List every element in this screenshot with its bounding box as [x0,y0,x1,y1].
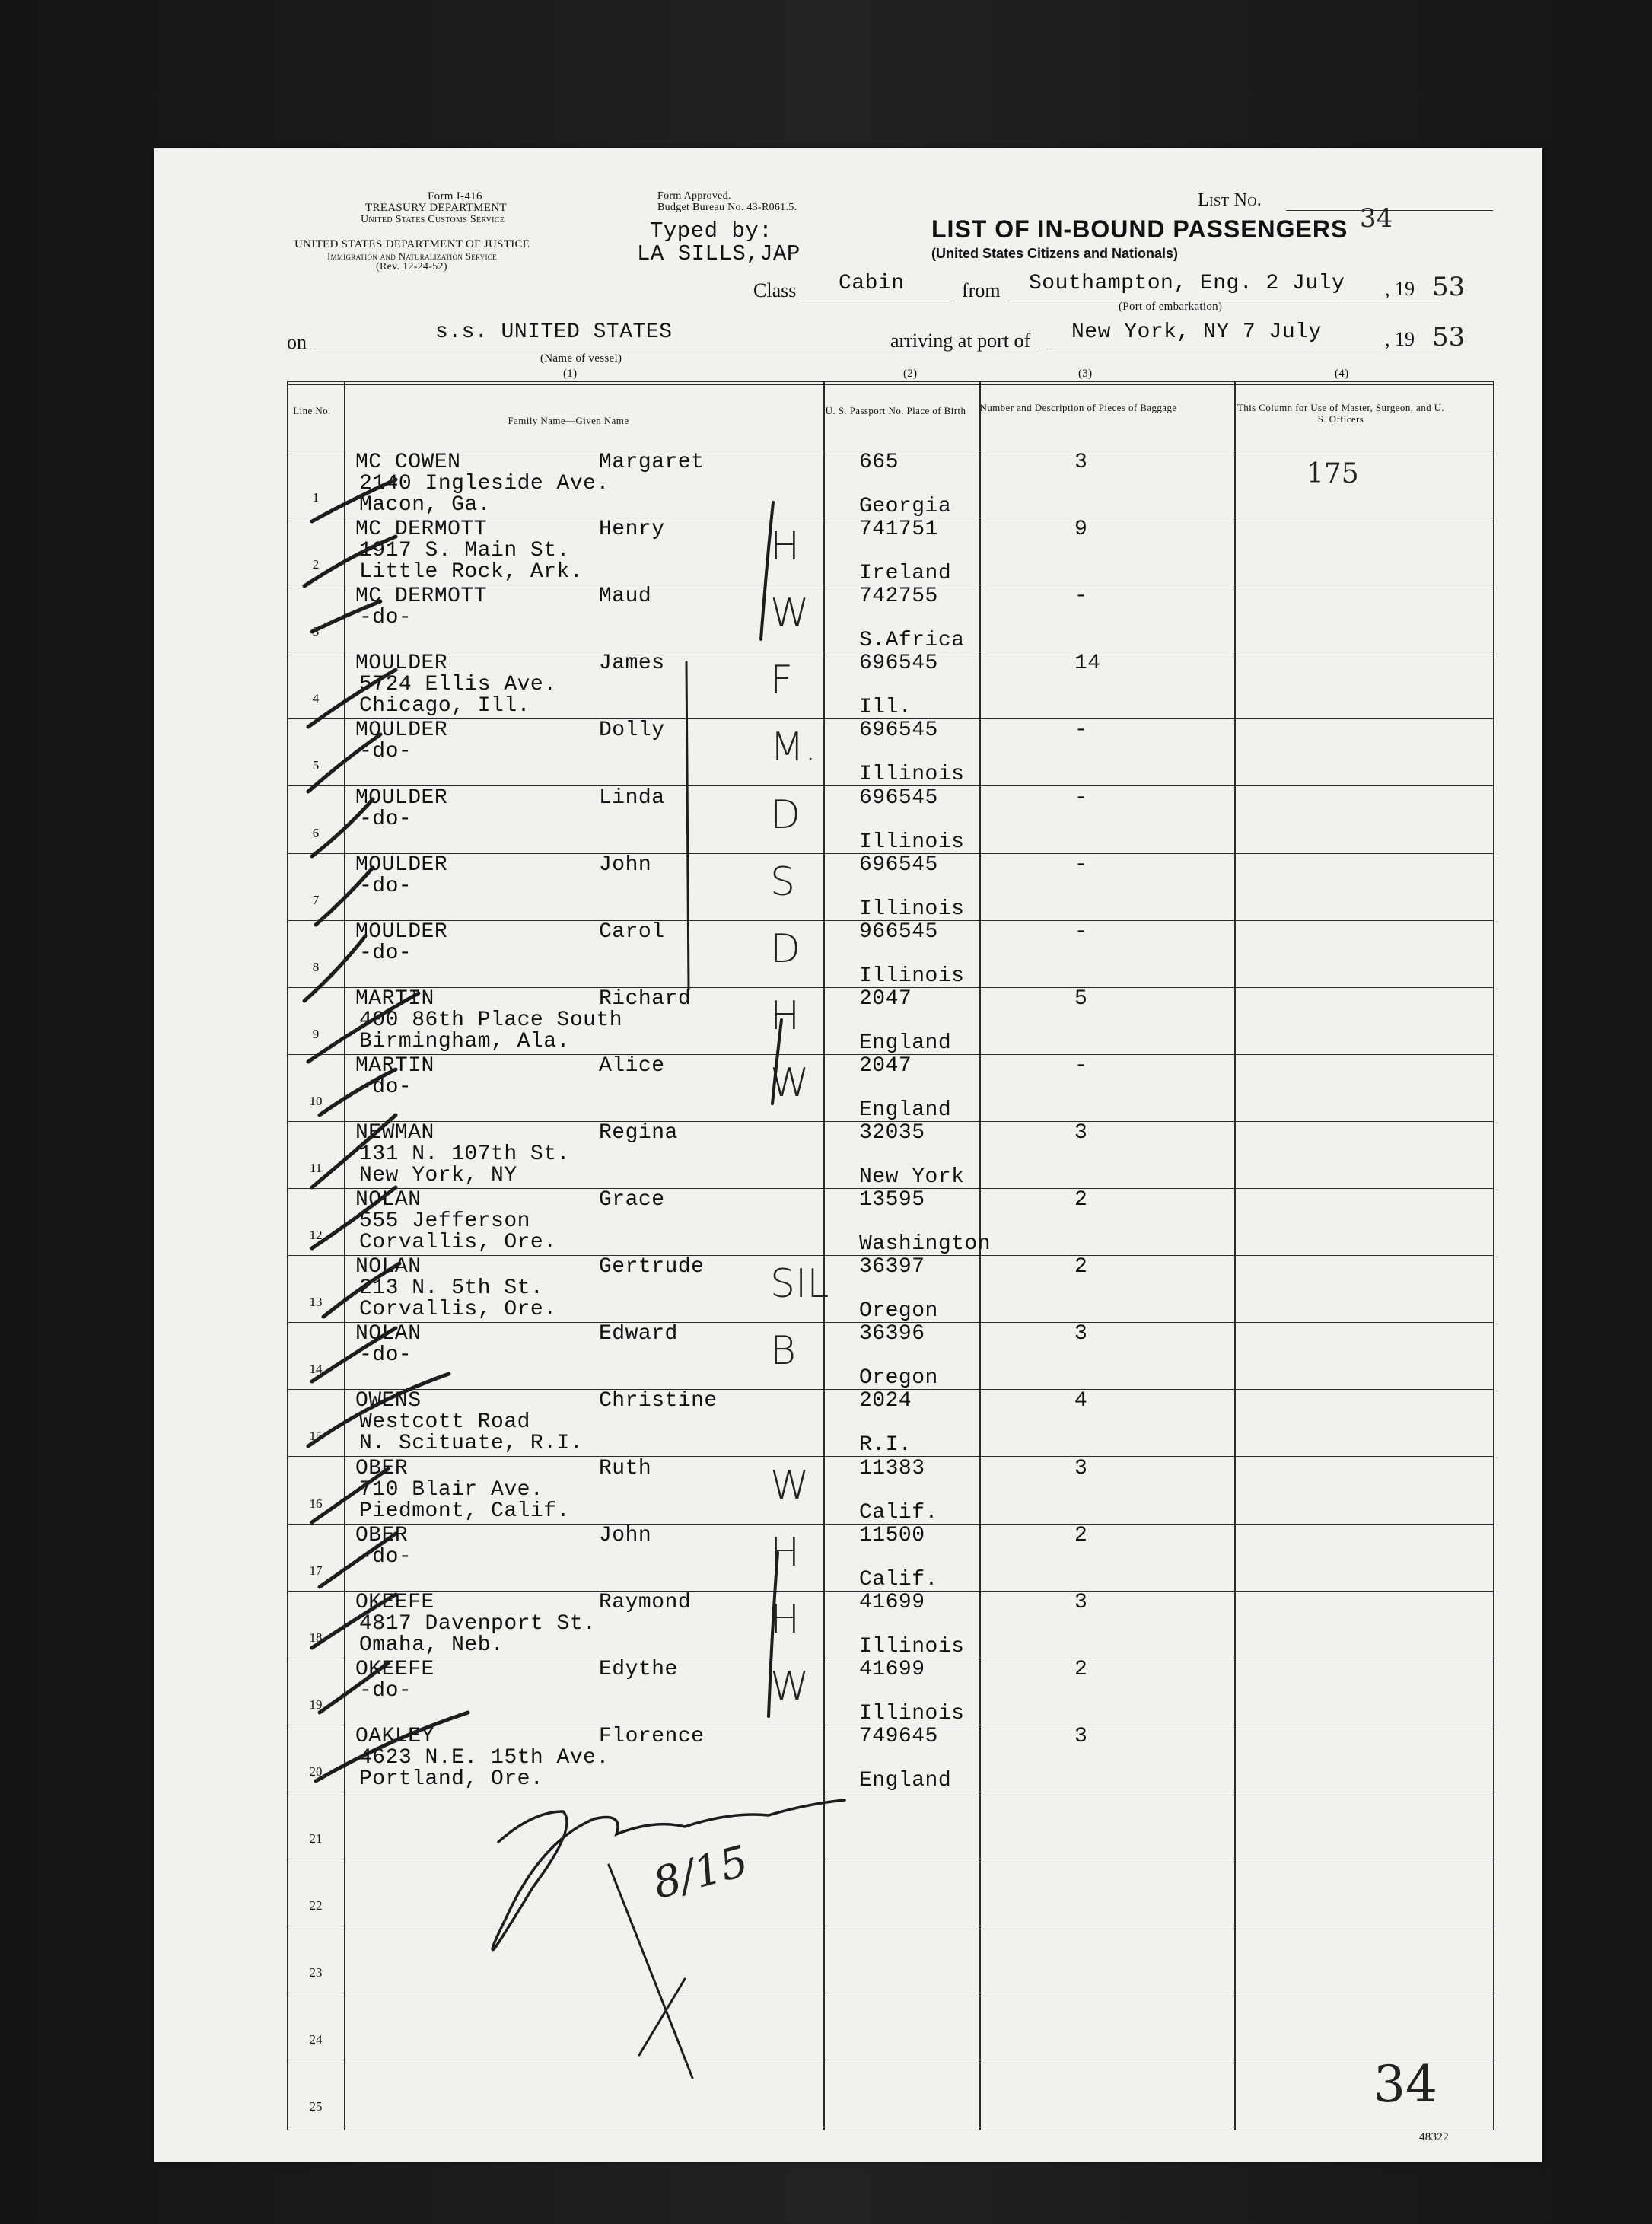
arriving-label: arriving at port of [890,330,1031,352]
line-number: 21 [309,1831,323,1846]
signature-number: 8/15 [648,1836,754,1910]
print-code: 48322 [1419,2131,1449,2143]
address-line-2: Corvallis, Ore. [359,1231,557,1255]
address-line-1: 710 Blair Ave. [359,1477,544,1502]
typed-by-value: LA SILLS,JAP [637,241,801,266]
place-of-birth: Illinois [859,1701,965,1725]
typed-by-label: Typed by: [650,218,773,244]
baggage-count: - [1074,718,1088,743]
line-number: 23 [309,1965,323,1980]
relationship-note: S [770,859,796,905]
family-name: OBER [355,1523,409,1547]
passport-number: 966545 [859,919,938,944]
given-name: Florence [599,1724,705,1748]
address-line-1: 400 86th Place South [359,1008,623,1032]
address-line-1: -do- [359,1075,412,1099]
place-of-birth: New York [859,1165,965,1189]
given-name: Regina [599,1121,678,1145]
from-year-prefix: , 19 [1385,278,1415,300]
bracket-line [769,1553,778,1716]
revision-label: (Rev. 12-24-52) [376,261,447,272]
family-name: MOULDER [355,919,448,944]
passport-number: 36397 [859,1255,925,1279]
check-mark [323,1263,399,1317]
relationship-note: D [770,926,801,972]
passport-number: 742755 [859,585,938,609]
address-line-2: Chicago, Ill. [359,694,530,718]
baggage-count: - [1074,852,1088,877]
passport-number: 2047 [859,986,912,1011]
passport-number: 2047 [859,1053,912,1078]
line-number: 8 [312,959,320,974]
on-label: on [287,331,307,353]
check-mark [308,670,396,727]
address-line-1: -do- [359,807,412,831]
address-line-1: 5724 Ellis Ave. [359,673,557,697]
treasury-label: TREASURY DEPARTMENT [365,202,507,214]
relationship-note: D [770,792,801,838]
vessel-name: s.s. UNITED STATES [435,320,673,344]
check-mark [316,1713,468,1781]
customs-label: United States Customs Service [361,214,505,225]
baggage-count: 9 [1074,518,1088,542]
check-mark [304,936,365,1001]
baggage-count: 3 [1074,1121,1088,1145]
address-line-1: -do- [359,740,412,764]
family-name: MARTIN [355,986,434,1011]
family-name: OBER [355,1456,409,1480]
place-of-birth: Ill. [859,696,912,720]
line-number: 12 [309,1228,323,1243]
family-name: MOULDER [355,718,448,743]
place-of-birth: Ireland [859,562,952,586]
address-line-2: Macon, Ga. [359,493,492,517]
class-value: Cabin [839,272,905,295]
check-mark [312,1595,396,1648]
col-header-line-no: Line No. [293,405,331,416]
given-name: Richard [599,986,692,1011]
family-name: NOLAN [355,1188,422,1212]
address-line-1: -do- [359,941,412,965]
address-line-2: Corvallis, Ore. [359,1298,557,1322]
address-line-2: Portland, Ore. [359,1767,544,1791]
line-number: 2 [312,557,320,572]
place-of-birth: Illinois [859,1634,965,1658]
passport-number: 11500 [859,1523,925,1547]
given-name: Grace [599,1188,665,1212]
bracket-line [686,662,689,989]
justice-label: UNITED STATES DEPARTMENT OF JUSTICE [294,238,530,250]
family-name: NEWMAN [355,1121,434,1145]
class-label: Class [753,279,797,301]
given-name: John [599,1523,652,1547]
relationship-note: M. [770,725,817,771]
line-number: 11 [309,1161,323,1176]
port-embarkation-caption: (Port of embarkation) [1119,301,1223,313]
relationship-note: H [770,1596,801,1643]
check-mark [316,868,373,925]
family-name: MARTIN [355,1053,434,1078]
line-number: 9 [312,1026,320,1041]
col-num-2: (2) [903,368,918,380]
list-no-label: List No. [1198,190,1262,210]
given-name: Alice [599,1053,665,1078]
baggage-count: 3 [1074,1724,1088,1748]
baggage-count: - [1074,585,1088,609]
arriving-year-prefix: , 19 [1385,328,1415,350]
from-value: Southampton, Eng. 2 July [1029,272,1345,295]
line-number: 10 [309,1093,323,1108]
line-number: 19 [309,1697,323,1712]
place-of-birth: Illinois [859,964,965,988]
baggage-count: - [1074,785,1088,810]
line-number: 24 [309,2032,323,2047]
arriving-value: New York, NY 7 July [1071,320,1322,344]
line-number: 6 [312,825,320,840]
family-name: MC COWEN [355,451,461,474]
manifest-subtitle: (United States Citizens and Nationals) [931,246,1179,261]
place-of-birth: Calif. [859,1567,938,1592]
col-header-officers: This Column for Use of Master, Surgeon, and U. S. Officers [1237,402,1445,425]
form-approved: Form Approved. [657,190,731,202]
line-number: 4 [312,691,320,706]
family-name: MC DERMOTT [355,585,488,609]
line-number: 16 [309,1496,323,1511]
passport-number: 696545 [859,785,938,810]
check-mark [312,1328,396,1381]
family-name: OWENS [355,1389,422,1413]
passport-number: 32035 [859,1121,925,1145]
place-of-birth: Georgia [859,495,952,518]
line-number: 7 [312,892,320,907]
given-name: Edward [599,1322,678,1346]
relationship-note: H [770,1529,801,1576]
passport-number: 36396 [859,1322,925,1346]
passport-number: 696545 [859,652,938,676]
col-num-4: (4) [1335,368,1349,380]
family-name: NOLAN [355,1255,422,1279]
address-line-2: Omaha, Neb. [359,1633,505,1657]
given-name: Henry [599,518,665,542]
check-mark [308,993,419,1062]
family-name: MOULDER [355,652,448,676]
address-line-2: Piedmont, Calif. [359,1499,570,1523]
address-line-1: -do- [359,1678,412,1703]
passport-number: 13595 [859,1188,925,1212]
check-mark [312,1187,396,1248]
baggage-count: - [1074,1053,1088,1078]
family-name: MOULDER [355,785,448,810]
given-name: Dolly [599,718,665,743]
address-line-2: N. Scituate, R.I. [359,1432,584,1456]
address-line-2: Little Rock, Ark. [359,560,584,585]
address-line-1: 4817 Davenport St. [359,1611,597,1636]
handwritten-page-number: 34 [1373,2055,1437,2114]
place-of-birth: England [859,1031,952,1055]
place-of-birth: Illinois [859,830,965,854]
place-of-birth: R.I. [859,1433,912,1458]
baggage-count: 3 [1074,451,1088,474]
check-mark [312,601,380,632]
baggage-count: 3 [1074,1456,1088,1480]
form-number: Form I-416 [428,190,482,202]
check-mark [320,1663,388,1713]
line-number: 17 [309,1563,323,1578]
given-name: James [599,652,665,676]
bracket-line [772,1020,781,1104]
baggage-count: 3 [1074,1322,1088,1346]
col-header-name: Family Name—Given Name [508,415,629,426]
manifest-title: LIST OF IN-BOUND PASSENGERS [931,215,1348,243]
address-line-2: New York, NY [359,1164,517,1187]
check-mark [312,799,373,856]
relationship-note: W [770,1663,810,1709]
passport-number: 41699 [859,1657,925,1681]
address-line-1: 2140 Ingleside Ave. [359,472,610,495]
passport-number: 11383 [859,1456,925,1480]
passport-number: 665 [859,451,899,474]
passport-number: 741751 [859,518,938,542]
given-name: Raymond [599,1590,692,1614]
baggage-count: 2 [1074,1657,1088,1681]
place-of-birth: England [859,1768,952,1792]
check-mark [308,1374,449,1446]
address-line-1: 555 Jefferson [359,1209,530,1234]
given-name: John [599,852,652,877]
relationship-note: W [770,1059,810,1106]
given-name: Christine [599,1389,718,1413]
given-name: Maud [599,585,652,609]
place-of-birth: Oregon [859,1299,938,1324]
officer-notation: 175 [1307,458,1359,489]
check-mark [312,480,396,521]
baggage-count: 5 [1074,986,1088,1011]
place-of-birth: Illinois [859,763,965,787]
address-line-2: Birmingham, Ala. [359,1029,570,1053]
family-name: OKEEFE [355,1590,434,1614]
col-header-baggage: Number and Description of Pieces of Baggage [979,402,1177,413]
line-number: 13 [309,1295,323,1310]
check-mark [304,537,396,586]
line-number: 22 [309,1898,323,1913]
place-of-birth: S.Africa [859,629,965,653]
check-mark [308,734,380,792]
place-of-birth: Illinois [859,897,965,921]
budget-bureau: Budget Bureau No. 43-R061.5. [657,202,797,213]
family-name: NOLAN [355,1322,422,1346]
line-number: 1 [312,490,320,505]
family-name: OAKLEY [355,1724,434,1748]
relationship-note: SIL [770,1261,829,1308]
passport-number: 696545 [859,852,938,877]
baggage-count: 4 [1074,1389,1088,1413]
ins-label: Immigration and Naturalization Service [327,250,497,262]
baggage-count: 2 [1074,1523,1088,1547]
place-of-birth: Calif. [859,1500,938,1525]
line-number: 3 [312,624,320,639]
line-number: 25 [309,2099,323,2114]
baggage-count: 2 [1074,1188,1088,1212]
address-line-1: 1917 S. Main St. [359,539,570,563]
address-line-1: Westcott Road [359,1410,530,1435]
line-number: 5 [312,758,320,773]
address-line-1: -do- [359,606,412,630]
place-of-birth: Oregon [859,1366,938,1391]
bracket-line [761,502,773,639]
list-no-value: 34 [1360,203,1393,234]
col-num-3: (3) [1078,368,1093,380]
from-year: 53 [1432,272,1466,302]
vessel-caption: (Name of vessel) [540,352,622,365]
relationship-note: H [770,524,801,570]
given-name: Carol [599,919,665,944]
baggage-count: 3 [1074,1590,1088,1614]
arriving-year: 53 [1432,322,1466,352]
given-name: Margaret [599,451,705,474]
address-line-1: -do- [359,1544,412,1569]
check-mark [312,1469,388,1522]
relationship-note: H [770,993,801,1039]
col-header-passport: U. S. Passport No. Place of Birth [825,405,966,416]
vessel-caption-num: (1) [563,368,578,380]
passport-number: 41699 [859,1590,925,1614]
check-mark [320,1069,396,1115]
given-name: Linda [599,785,665,810]
from-label: from [962,279,1001,301]
place-of-birth: Washington [859,1232,992,1257]
given-name: Ruth [599,1456,652,1480]
address-line-1: -do- [359,1343,412,1368]
relationship-note: F [770,658,793,704]
relationship-note: W [770,1462,810,1509]
given-name: Edythe [599,1657,678,1681]
passport-number: 696545 [859,718,938,743]
address-line-1: 4623 N.E. 15th Ave. [359,1745,610,1770]
family-name: OKEEFE [355,1657,434,1681]
address-line-1: 131 N. 107th St. [359,1142,570,1166]
address-line-1: 213 N. 5th St. [359,1276,544,1301]
check-mark [320,1534,396,1587]
address-line-1: -do- [359,874,412,898]
relationship-note: B [770,1328,797,1375]
family-name: MC DERMOTT [355,518,488,542]
line-number: 14 [309,1362,323,1377]
check-mark [312,1115,396,1187]
baggage-count: 2 [1074,1255,1088,1279]
line-number: 20 [309,1764,323,1779]
family-name: MOULDER [355,852,448,877]
passport-number: 2024 [859,1389,912,1413]
place-of-birth: England [859,1098,952,1122]
line-number: 18 [309,1630,323,1645]
passport-number: 749645 [859,1724,938,1748]
line-number: 15 [309,1429,323,1444]
given-name: Gertrude [599,1255,705,1279]
relationship-note: W [770,591,810,637]
baggage-count: - [1074,919,1088,944]
baggage-count: 14 [1074,652,1101,676]
